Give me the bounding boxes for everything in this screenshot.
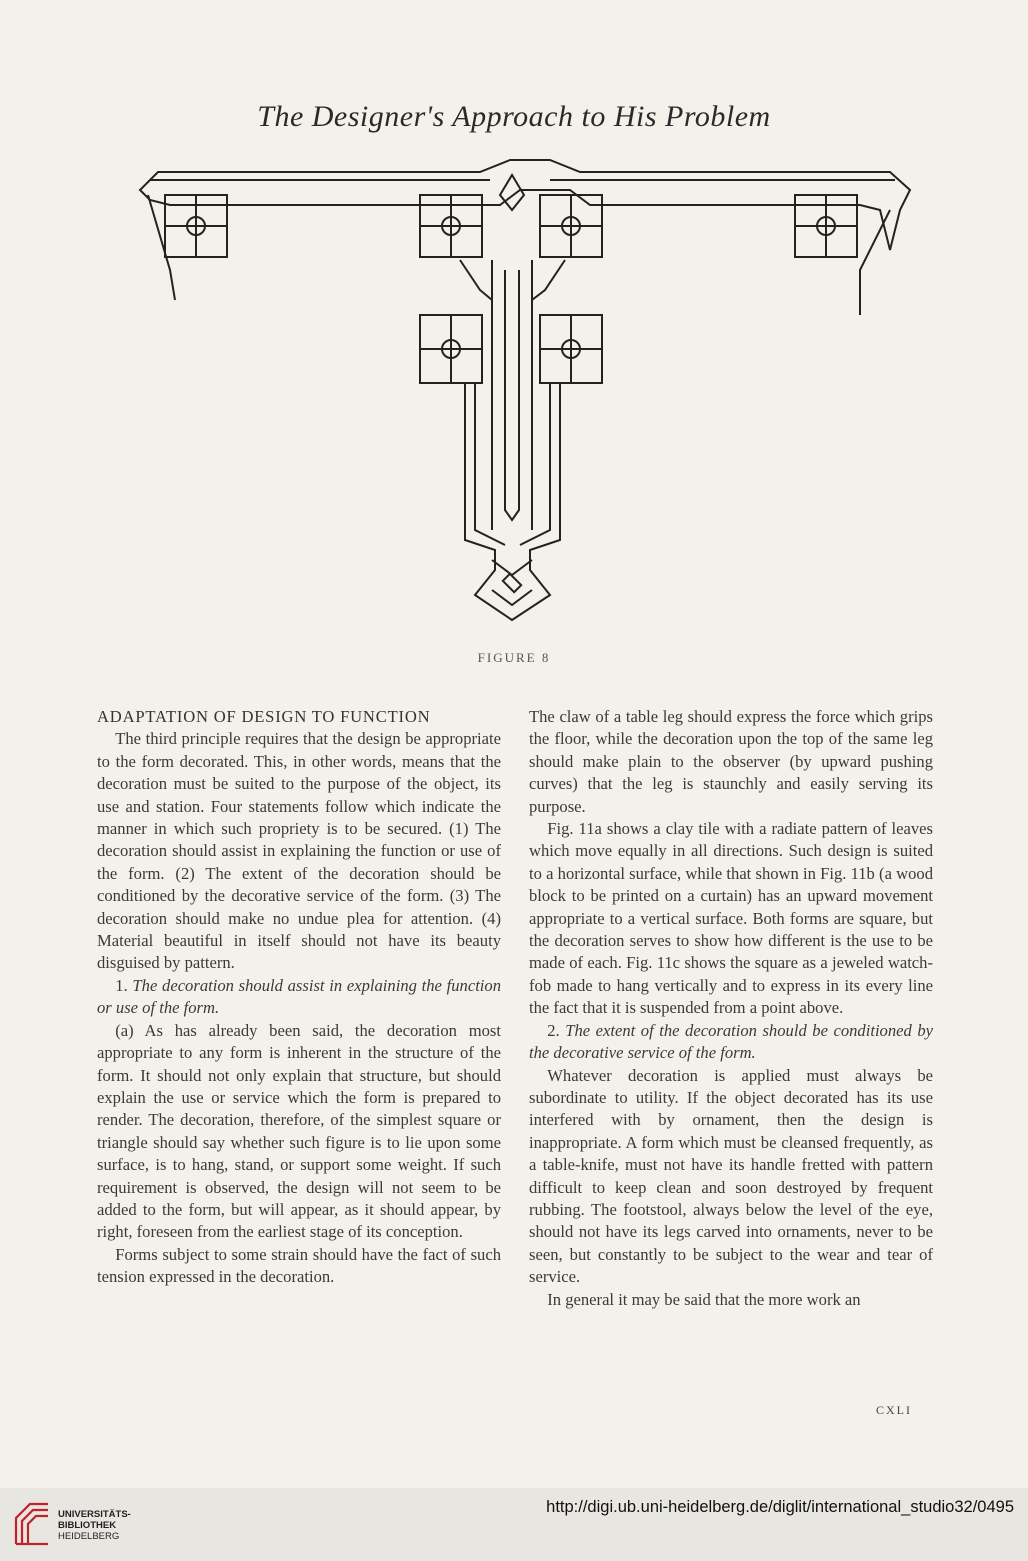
running-header: The Designer's Approach to His Problem (257, 100, 771, 133)
left-column (97, 706, 501, 1289)
library-logo-icon (12, 1500, 52, 1548)
library-footer (0, 1488, 1028, 1561)
right-column (529, 706, 933, 1311)
section-heading: ADAPTATION OF DESIGN TO FUNCTION (97, 707, 431, 726)
library-name: UNIVERSITÄTS- BIBLIOTHEK HEIDELBERG (58, 1509, 131, 1542)
paragraph: The third principle requires that the design be appropriate to the form decorated. This, in other words, means that the decoration must be suited to the purpose of the object, its use and station. Four statements follow which indicate the manner in which such propriety is to be secured. (1) The decoration should assist in explaining the function or use of the form. (2) The extent of the decoration should be conditioned by the decorative service of the form. (3) The decoration should make no undue plea for attention. (4) Material beautiful in itself should not have its beauty disguised by pattern. (97, 729, 501, 973)
page-number: CXLI (876, 1403, 912, 1417)
paragraph: In general it may be said that the more work an (547, 1289, 861, 1309)
numbered-subheading: 1. The decoration should assist in explaining the function or use of the form. (97, 975, 502, 1018)
paragraph: Whatever decoration is applied must always be subordinate to utility. If the object decorated has its use interfered with by ornament, then the design is inappropriate. A form which must be cleansed frequently, as a table-knife, must not have its handle fretted with pattern difficult to keep clean and soon destroyed by frequent rubbing. The footstool, always below the level of the eye, should not have its legs carved into ornaments, never to be seen, but constantly to be subject to the wear and tear of service. (529, 1065, 933, 1287)
numbered-subheading: 2. The extent of the decoration should be conditioned by the decorative service of the form. (529, 1020, 934, 1063)
paragraph: The claw of a table leg should express the force which grips the floor, while the decoration upon the top of the same leg should make plain to the observer (by upward pushing curves) that the leg is staunchly and easily serving its purpose. (529, 707, 933, 816)
flower-square-lower-right (540, 315, 602, 383)
figure-caption: FIGURE 8 (477, 650, 551, 665)
paragraph: (a) As has already been said, the decoration most appropriate to any form is inherent in the structure of the form. It should not only explain that structure, but should explain the use or service which the form is prepared to render. The decoration, therefore, of the simplest square or triangle should say whether such figure is to lie upon some surface, is to hang, stand, or support some weight. If such requirement is observed, the design will not seem to be added to the form, but will appear, as it should appear, by right, foreseen from the earliest stage of its conception. (97, 1020, 501, 1242)
paragraph: Forms subject to some strain should have the fact of such tension expressed in the decoration. (97, 1244, 501, 1287)
flower-square-lower-left (420, 315, 482, 383)
source-url[interactable]: http://digi.ub.uni-heidelberg.de/diglit/international_studio32/0495 (546, 1498, 1014, 1516)
stem-outline (465, 383, 560, 620)
ornament-figure (120, 150, 920, 650)
paragraph: Fig. 11a shows a clay tile with a radiate pattern of leaves which move equally in all directions. Such design is suited to a horizontal surface, while that shown in Fig. 11b (a wood block to be printed on a curtain) has an upward movement appropriate to a vertical surface. Both forms are square, but the decoration serves to show how different is the use to be made of each. Fig. 11c shows the square as a jeweled watch-fob made to hang vertically and to express in its every line the fact that it is suspended from a point above. (529, 819, 933, 1018)
